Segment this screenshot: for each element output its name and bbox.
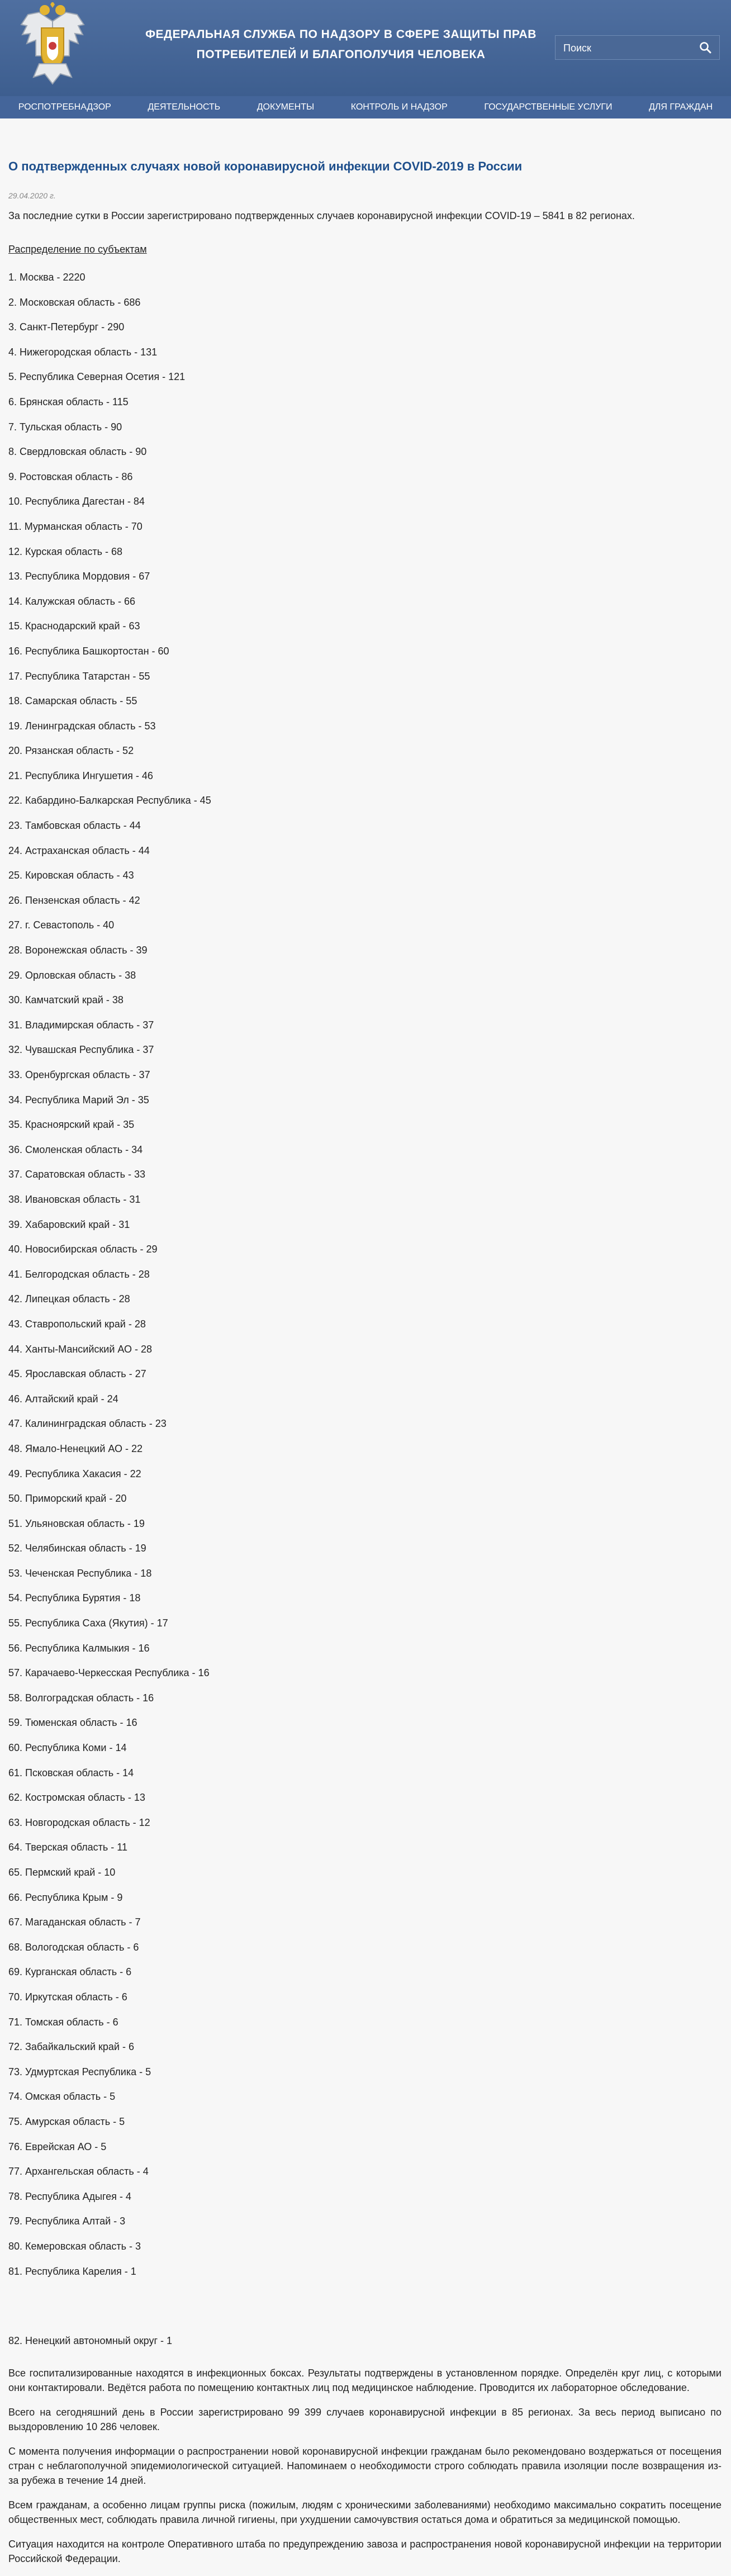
list-item: 19. Ленинградская область - 53 bbox=[8, 720, 156, 732]
list-item: 65. Пермский край - 10 bbox=[8, 1867, 116, 1878]
list-item: 69. Курганская область - 6 bbox=[8, 1966, 132, 1978]
list-item: 56. Республика Калмыкия - 16 bbox=[8, 1642, 150, 1654]
coat-of-arms-icon[interactable] bbox=[17, 2, 88, 87]
paragraph-control: Ситуация находится на контроле Оперативного штаба по предупреждению завоза и распространения новой коронавирусной инфекции на территории Российской Федерации. bbox=[8, 2539, 721, 2565]
list-item: 76. Еврейская АО - 5 bbox=[8, 2141, 107, 2152]
list-item: 13. Республика Мордовия - 67 bbox=[8, 571, 150, 582]
site-title: ФЕДЕРАЛЬНАЯ СЛУЖБА ПО НАДЗОРУ В СФЕРЕ ЗАЩИТЫ ПРАВ ПОТРЕБИТЕЛЕЙ И БЛАГОПОЛУЧИЯ ЧЕЛОВЕКА bbox=[145, 28, 537, 61]
list-item: 16. Республика Башкортостан - 60 bbox=[8, 645, 169, 657]
page-title: О подтвержденных случаях новой коронавирусной инфекции COVID-2019 в России bbox=[8, 159, 523, 173]
list-item: 50. Приморский край - 20 bbox=[8, 1493, 127, 1505]
list-item: 71. Томская область - 6 bbox=[8, 2016, 118, 2028]
intro-text: За последние сутки в России зарегистрировано подтвержденных случаев коронавирусной инфекции COVID-19 – 5841 в 82 регионах. bbox=[8, 210, 635, 221]
list-item: 15. Краснодарский край - 63 bbox=[8, 620, 140, 632]
list-item: 11. Мурманская область - 70 bbox=[8, 520, 143, 532]
nav-activity[interactable]: ДЕЯТЕЛЬНОСТЬ bbox=[148, 102, 221, 112]
list-item: 41. Белгородская область - 28 bbox=[8, 1268, 150, 1280]
list-item: 2. Московская область - 686 bbox=[8, 296, 141, 308]
list-item: 81. Республика Карелия - 1 bbox=[8, 2265, 136, 2277]
list-item: 27. г. Севастополь - 40 bbox=[8, 919, 115, 931]
list-item: 6. Брянская область - 115 bbox=[8, 396, 129, 407]
list-item: 34. Республика Марий Эл - 35 bbox=[8, 1094, 149, 1106]
list-item: 63. Новгородская область - 12 bbox=[8, 1816, 150, 1828]
nav-documents[interactable]: ДОКУМЕНТЫ bbox=[257, 102, 315, 112]
list-item: 74. Омская область - 5 bbox=[8, 2091, 116, 2103]
list-item: 72. Забайкальский край - 6 bbox=[8, 2041, 134, 2053]
list-item: 28. Воронежская область - 39 bbox=[8, 945, 148, 956]
distribution-heading: Распределение по субъектам bbox=[8, 244, 147, 255]
paragraph-risk-group: Всем гражданам, а особенно лицам группы риска (пожилым, людям с хроническими заболеваниями) необходимо максимально сократить посещение общественных мест, соблюдать правила личной гигиены, при ухудшении самочувствия остаться дома и обратиться за медицинской помощью. bbox=[8, 2499, 721, 2526]
list-item: 82. Ненецкий автономный округ - 1 bbox=[8, 2335, 173, 2347]
list-item: 44. Ханты-Мансийский АО - 28 bbox=[8, 1343, 153, 1355]
search-input[interactable] bbox=[562, 40, 693, 56]
list-item: 49. Республика Хакасия - 22 bbox=[8, 1468, 141, 1479]
article bbox=[8, 118, 721, 2576]
list-item: 18. Самарская область - 55 bbox=[8, 695, 137, 707]
list-item: 30. Камчатский край - 38 bbox=[8, 994, 124, 1006]
list-item: 46. Алтайский край - 24 bbox=[8, 1393, 118, 1405]
list-item: 73. Удмуртская Республика - 5 bbox=[8, 2066, 151, 2077]
list-item: 42. Липецкая область - 28 bbox=[8, 1293, 130, 1305]
list-item: 75. Амурская область - 5 bbox=[8, 2115, 125, 2127]
list-item: 66. Республика Крым - 9 bbox=[8, 1891, 123, 1903]
list-item: 38. Ивановская область - 31 bbox=[8, 1193, 141, 1205]
list-item: 36. Смоленская область - 34 bbox=[8, 1144, 143, 1155]
nav-citizens[interactable]: ДЛЯ ГРАЖДАН bbox=[649, 102, 713, 112]
list-item: 40. Новосибирская область - 29 bbox=[8, 1244, 158, 1255]
list-item: 78. Республика Адыгея - 4 bbox=[8, 2190, 131, 2202]
list-item: 45. Ярославская область - 27 bbox=[8, 1368, 146, 1380]
list-item: 31. Владимирская область - 37 bbox=[8, 1019, 154, 1031]
list-item: 57. Карачаево-Черкесская Республика - 16 bbox=[8, 1667, 210, 1679]
list-item: 43. Ставропольский край - 28 bbox=[8, 1318, 146, 1330]
list-item: 23. Тамбовская область - 44 bbox=[8, 820, 141, 832]
list-item: 10. Республика Дагестан - 84 bbox=[8, 496, 145, 507]
paragraph-total: Всего на сегодняшний день в России зарегистрировано 99 399 случаев коронавирусной инфекции в 85 регионах. За весь период выписано по выздоровлению 10 286 человек. bbox=[8, 2407, 721, 2433]
list-item: 68. Вологодская область - 6 bbox=[8, 1941, 139, 1953]
list-item: 14. Калужская область - 66 bbox=[8, 595, 135, 607]
list-item: 54. Республика Бурятия - 18 bbox=[8, 1592, 141, 1604]
main-nav bbox=[0, 96, 731, 118]
list-item: 37. Саратовская область - 33 bbox=[8, 1169, 145, 1180]
publication-date: 29.04.2020 г. bbox=[8, 191, 56, 200]
list-item: 12. Курская область - 68 bbox=[8, 545, 123, 557]
list-item: 21. Республика Ингушетия - 46 bbox=[8, 770, 153, 781]
list-item: 70. Иркутская область - 6 bbox=[8, 1991, 127, 2003]
list-item: 20. Рязанская область - 52 bbox=[8, 745, 134, 757]
list-item: 77. Архангельская область - 4 bbox=[8, 2166, 149, 2177]
list-item: 80. Кемеровская область - 3 bbox=[8, 2240, 141, 2252]
nav-services[interactable]: ГОСУДАРСТВЕННЫЕ УСЛУГИ bbox=[484, 102, 613, 112]
list-item: 26. Пензенская область - 42 bbox=[8, 894, 140, 906]
list-item: 33. Оренбургская область - 37 bbox=[8, 1069, 150, 1080]
list-item: 7. Тульская область - 90 bbox=[8, 421, 122, 433]
list-item: 17. Республика Татарстан - 55 bbox=[8, 670, 150, 682]
list-item: 8. Свердловская область - 90 bbox=[8, 446, 147, 458]
paragraph-hospitalized: Все госпитализированные находятся в инфекционных боксах. Результаты подтверждены в установленном порядке. Определён круг лиц, с которыми они контактировали. Ведётся работа по помещению контактных лиц под медицинское наблюдение. Проводится их лабораторное обследование. bbox=[8, 2368, 721, 2394]
regions-list bbox=[8, 271, 721, 2290]
search-box bbox=[555, 35, 720, 60]
list-item: 64. Тверская область - 11 bbox=[8, 1842, 127, 1853]
list-item: 25. Кировская область - 43 bbox=[8, 870, 134, 881]
search-icon[interactable] bbox=[699, 41, 711, 54]
list-item: 9. Ростовская область - 86 bbox=[8, 471, 133, 482]
list-item: 55. Республика Саха (Якутия) - 17 bbox=[8, 1617, 168, 1629]
list-item: 3. Санкт-Петербург - 290 bbox=[8, 321, 125, 333]
list-item: 62. Костромская область - 13 bbox=[8, 1792, 145, 1804]
list-item: 29. Орловская область - 38 bbox=[8, 969, 136, 981]
list-item: 48. Ямало-Ненецкий АО - 22 bbox=[8, 1443, 143, 1454]
list-item: 61. Псковская область - 14 bbox=[8, 1767, 134, 1778]
nav-rospotrebnadzor[interactable]: РОСПОТРЕБНАДЗОР bbox=[18, 102, 111, 112]
list-item: 22. Кабардино-Балкарская Республика - 45 bbox=[8, 795, 211, 807]
list-item: 4. Нижегородская область - 131 bbox=[8, 346, 158, 358]
list-item: 59. Тюменская область - 16 bbox=[8, 1717, 137, 1729]
list-item: 39. Хабаровский край - 31 bbox=[8, 1218, 130, 1230]
list-item: 67. Магаданская область - 7 bbox=[8, 1916, 141, 1928]
list-item: 5. Республика Северная Осетия - 121 bbox=[8, 371, 186, 383]
list-item: 47. Калининградская область - 23 bbox=[8, 1418, 167, 1430]
paragraph-travel: С момента получения информации о распространении новой коронавирусной инфекции гражданам было рекомендовано воздержаться от посещения стран с неблагополучной эпидемиологической ситуацией. Напоминаем о необходимости строго соблюдать правила изоляции после возвращения из-за рубежа в течение 14 дней. bbox=[8, 2446, 721, 2487]
list-item: 52. Челябинская область - 19 bbox=[8, 1543, 146, 1554]
list-item: 32. Чувашская Республика - 37 bbox=[8, 1044, 154, 1056]
nav-control[interactable]: КОНТРОЛЬ И НАДЗОР bbox=[350, 102, 448, 112]
list-item: 58. Волгоградская область - 16 bbox=[8, 1692, 154, 1704]
list-item: 24. Астраханская область - 44 bbox=[8, 845, 150, 856]
list-item: 51. Ульяновская область - 19 bbox=[8, 1517, 145, 1529]
list-item: 1. Москва - 2220 bbox=[8, 272, 86, 283]
site-header bbox=[0, 0, 731, 96]
list-item: 60. Республика Коми - 14 bbox=[8, 1742, 127, 1754]
list-item: 35. Красноярский край - 35 bbox=[8, 1119, 135, 1131]
list-item: 53. Чеченская Республика - 18 bbox=[8, 1567, 152, 1579]
closing-paragraphs bbox=[8, 2366, 721, 2566]
list-item: 79. Республика Алтай - 3 bbox=[8, 2216, 126, 2227]
